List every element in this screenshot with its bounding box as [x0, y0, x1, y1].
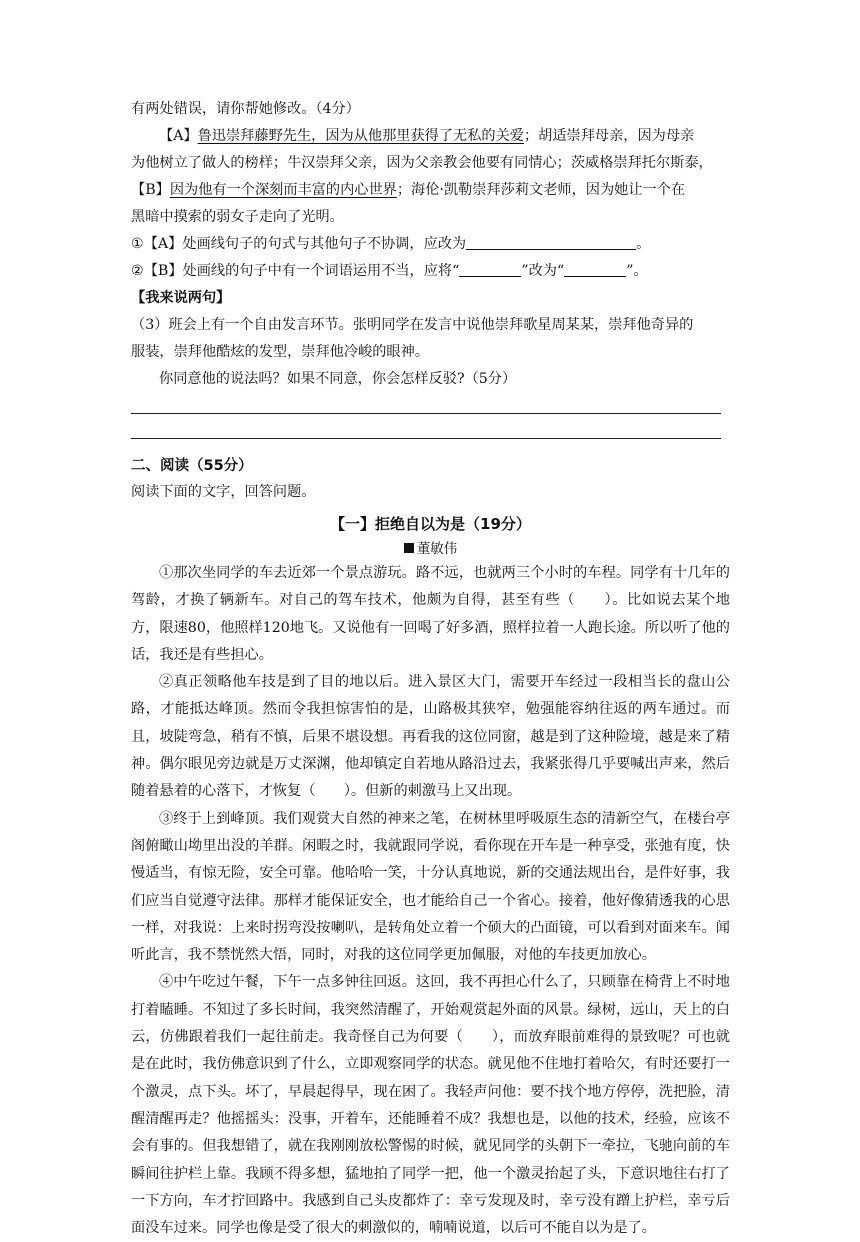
question-3-line-3: 你同意他的说法吗？如果不同意，你会怎样反驳?（5分）	[159, 371, 517, 387]
question-1-text: ①【A】处画线句子的句式与其他句子不协调，应改为	[131, 236, 467, 252]
question-2-end: ”。	[626, 263, 648, 279]
answer-blank-2b[interactable]	[564, 260, 626, 277]
paragraph-3: ③终于上到峰顶。我们观赏大自然的神来之笔，在树林里呼吸原生态的清新空气，在楼台亭阁俯瞰山坳里出没的羊群。闲暇之时，我就跟同学说，看你现在开车是一种享受，张弛有度，快慢适当，有惊无险，安全可靠。他哈哈一笑，十分认真地说，新的交通法规出台，是件好事，我们应当自觉遵守法律。那样才能保证安全，也才能给自己一个省心。接着，他好像猜透我的心思一样，对我说：上来时拐弯没按喇叭，是转角处立着一个硕大的凸面镜，可以看到对面来车。闻听此言，我不禁恍然大悟，同时，对我的这位同学更加佩服，对他的车技更加放心。	[131, 810, 730, 964]
passage-line-4: 黑暗中摸索的弱女子走向了光明。	[131, 209, 344, 225]
label-a: 【A】	[159, 128, 198, 144]
passage-rest-a: ；胡适崇拜母亲，因为母亲	[523, 128, 695, 144]
passage-line-1	[131, 123, 730, 150]
question-3-line-2: 服装，崇拜他酷炫的发型，崇拜他冷峻的眼神。	[131, 344, 429, 360]
question-2-text: ②【B】处画线的句子中有一个词语运用不当，应将“	[131, 263, 460, 279]
passage-line-3	[131, 177, 730, 204]
answer-line-1[interactable]	[131, 413, 721, 414]
paragraph-1: ①那次坐同学的车去近郊一个景点游玩。路不远，也就两三个小时的车程。同学有十几年的驾龄，才换了辆新车。对自己的驾车技术，他颇为自得，甚至有些（ ）。比如说去某个地方，限速80，他照样120地飞。又说他有一回喝了好多酒，照样拉着一人跑长途。所以听了他的话，我还是有些担心。	[131, 565, 730, 663]
answer-blank-2a[interactable]	[459, 260, 521, 277]
article-body	[131, 560, 730, 1242]
passage-line-2: 为他树立了做人的榜样；牛汉崇拜父亲，因为父亲教会他要有同情心；茨威格崇拜托尔斯泰，	[131, 155, 713, 171]
heading-say: 【我来说两句】	[131, 290, 231, 306]
question-2-mid: ”改为“	[521, 263, 565, 279]
question-1	[131, 231, 730, 258]
section-instruction: 阅读下面的文字，回答问题。	[131, 484, 316, 500]
article-title: 【一】拒绝自以为是（19分）	[330, 515, 531, 533]
label-b: 【B】	[131, 182, 170, 198]
article-author	[131, 538, 730, 560]
question-2	[131, 258, 730, 285]
underlined-sentence-a: 鲁迅崇拜藤野先生，因为从他那里获得了无私的关爱	[197, 128, 524, 144]
answer-blank-1[interactable]	[466, 233, 636, 250]
author-name: 董敏伟	[416, 541, 458, 557]
paragraph-2: ②真正领略他车技是到了目的地以后。进入景区大门，需要开车经过一段相当长的盘山公路，才能抵达峰顶。然而令我担惊害怕的是，山路极其狭窄，勉强能容纳往返的两车通过。而且，坡陡弯急，稍有不慎，后果不堪设想。再看我的这位同窗，越是到了这种险境，越是来了精神。偶尔眼见旁边就是万丈深渊，他却镇定自若地从路沿过去，我紧张得几乎要喊出声来，然后随着悬着的心落下，才恢复（ ）。但新的刺激马上又出现。	[131, 674, 730, 800]
section-heading: 二、阅读（55分）	[131, 458, 253, 474]
black-square-icon	[404, 543, 414, 553]
document-page	[131, 96, 730, 1242]
question-3-line-1: （3）班会上有一个自由发言环节。张明同学在发言中说他崇拜歌星周某某，崇拜他奇异的	[131, 317, 694, 333]
intro-line: 有两处错误，请你帮她修改。（4分）	[131, 101, 360, 117]
passage-rest-b: ；海伦·凯勒崇拜莎莉文老师，因为她让一个在	[396, 182, 686, 198]
paragraph-4: ④中午吃过午餐，下午一点多钟往回返。这回，我不再担心什么了，只顾靠在椅背上不时地打着瞌睡。不知过了多长时间，我突然清醒了，开始观赏起外面的风景。绿树，远山，天上的白云，仿佛跟着我们一起往前走。我奇怪自己为何要（ ），而放弃眼前难得的景致呢？可也就是在此时，我仿佛意识到了什么，立即观察同学的状态。就见他不住地打着哈欠，有时还要打一个激灵，点下头。坏了，早晨起得早，现在困了。我轻声问他：要不找个地方停停，洗把脸，清醒清醒再走？他摇摇头：没事，开着车，还能睡着不成？我想也是，以他的技术，经验，应该不会有事的。但我想错了，就在我刚刚放松警惕的时候，就见同学的头朝下一牵拉，飞驰向前的车瞬间往护栏上靠。我顾不得多想，猛地拍了同学一把，他一个激灵抬起了头，下意识地往右打了一下方向，车才拧回路中。我感到自己头皮都炸了：幸亏发现及时，幸亏没有蹭上护栏，幸亏后面没车过来。同学也像是受了很大的刺激似的，喃喃说道，以后可不能自以为是了。	[131, 974, 730, 1237]
underlined-sentence-b: 因为他有一个深刻而丰富的内心世界	[169, 182, 397, 198]
question-1-end: 。	[636, 236, 651, 252]
answer-line-2[interactable]	[131, 438, 721, 439]
